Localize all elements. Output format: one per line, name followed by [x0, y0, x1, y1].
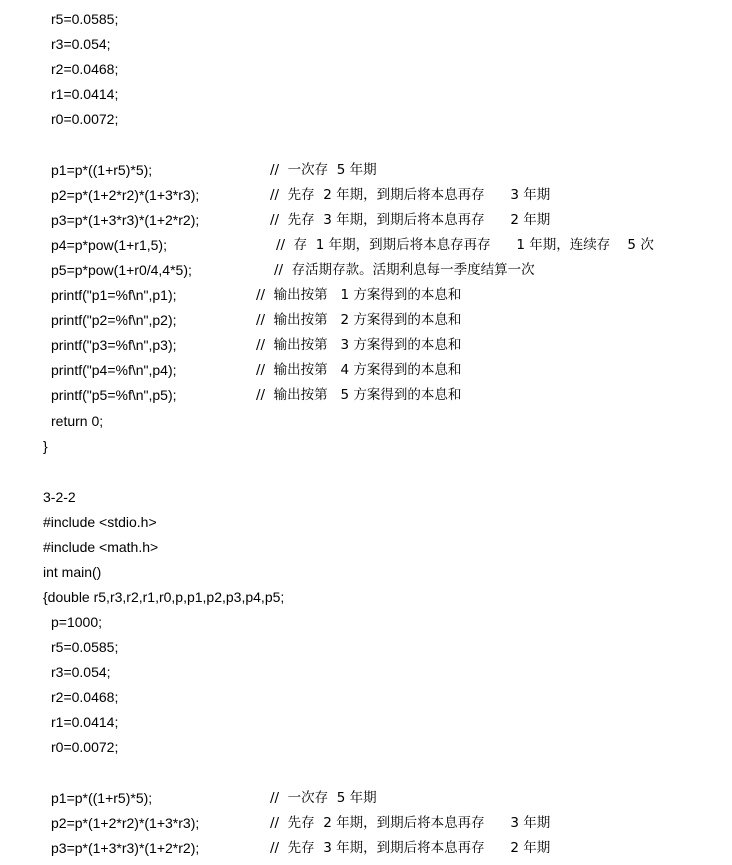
code-text: p2=p*(1+2*r2)*(1+3*r3);	[51, 815, 200, 831]
code-text: printf("p5=%f\n",p5);	[51, 387, 177, 403]
code-line	[0, 610, 732, 635]
code-comment: // 输出按第 2 方案得到的本息和	[256, 312, 462, 328]
section-heading	[0, 485, 732, 510]
code-line	[0, 635, 732, 660]
code-comment: // 输出按第 3 方案得到的本息和	[256, 337, 462, 353]
code-line	[0, 836, 732, 861]
code-comment: // 先存 2 年期，到期后将本息再存 3 年期	[270, 187, 551, 203]
code-line	[0, 811, 732, 836]
code-line	[0, 585, 732, 610]
code-line	[0, 735, 732, 760]
code-text: r5=0.0585;	[51, 639, 119, 655]
code-text: #include <math.h>	[43, 539, 159, 555]
code-text: p3=p*(1+3*r3)*(1+2*r2);	[51, 212, 200, 228]
code-comment: // 输出按第 5 方案得到的本息和	[256, 387, 462, 403]
code-line	[0, 308, 732, 333]
code-text: r0=0.0072;	[51, 111, 119, 127]
code-line	[0, 82, 732, 107]
code-line	[0, 183, 732, 208]
code-line	[0, 685, 732, 710]
code-comment: // 先存 3 年期，到期后将本息再存 2 年期	[270, 840, 551, 856]
code-line	[0, 333, 732, 358]
code-text: printf("p1=%f\n",p1);	[51, 287, 177, 303]
code-text: r5=0.0585;	[51, 11, 119, 27]
code-text: r1=0.0414;	[51, 714, 119, 730]
code-line	[0, 283, 732, 308]
code-text: r1=0.0414;	[51, 86, 119, 102]
code-comment: // 存活期存款。活期利息每一季度结算一次	[274, 262, 535, 278]
code-line	[0, 7, 732, 32]
code-text: printf("p2=%f\n",p2);	[51, 312, 177, 328]
code-text: r3=0.054;	[51, 664, 111, 680]
section-number: 3-2-2	[43, 489, 76, 505]
code-text: printf("p4=%f\n",p4);	[51, 362, 177, 378]
code-text: int main()	[43, 564, 102, 580]
code-text: }	[43, 438, 48, 454]
code-text: p1=p*((1+r5)*5);	[51, 162, 153, 178]
code-line	[0, 710, 732, 735]
code-text: r2=0.0468;	[51, 61, 119, 77]
code-text: return 0;	[51, 413, 104, 429]
code-comment: // 输出按第 1 方案得到的本息和	[256, 287, 462, 303]
code-text: r2=0.0468;	[51, 689, 119, 705]
code-comment: // 先存 2 年期，到期后将本息再存 3 年期	[270, 815, 551, 831]
code-text: r0=0.0072;	[51, 739, 119, 755]
code-text: p3=p*(1+3*r3)*(1+2*r2);	[51, 840, 200, 856]
code-line	[0, 208, 732, 233]
code-line	[0, 660, 732, 685]
code-line	[0, 158, 732, 183]
code-line	[0, 786, 732, 811]
code-text: p2=p*(1+2*r2)*(1+3*r3);	[51, 187, 200, 203]
code-line	[0, 535, 732, 560]
code-line	[0, 383, 732, 408]
code-text: #include <stdio.h>	[43, 514, 157, 530]
code-line	[0, 57, 732, 82]
code-text: p=1000;	[51, 614, 102, 630]
code-line	[0, 358, 732, 383]
code-text: p4=p*pow(1+r1,5);	[51, 237, 167, 253]
code-text: r3=0.054;	[51, 36, 111, 52]
code-comment: // 存 1 年期，到期后将本息存再存 1 年期，连续存 5 次	[276, 237, 654, 253]
code-line	[0, 560, 732, 585]
code-comment: // 输出按第 4 方案得到的本息和	[256, 362, 462, 378]
code-text: printf("p3=%f\n",p3);	[51, 337, 177, 353]
code-comment: // 一次存 5 年期	[270, 790, 377, 806]
code-line	[0, 434, 732, 459]
code-line	[0, 510, 732, 535]
code-text: p5=p*pow(1+r0/4,4*5);	[51, 262, 192, 278]
code-text: {double r5,r3,r2,r1,r0,p,p1,p2,p3,p4,p5;	[43, 589, 285, 605]
code-comment: // 先存 3 年期，到期后将本息再存 2 年期	[270, 212, 551, 228]
code-text: p1=p*((1+r5)*5);	[51, 790, 153, 806]
code-line	[0, 233, 732, 258]
code-line	[0, 32, 732, 57]
code-line	[0, 258, 732, 283]
code-comment: // 一次存 5 年期	[270, 162, 377, 178]
code-line	[0, 409, 732, 434]
code-line	[0, 107, 732, 132]
